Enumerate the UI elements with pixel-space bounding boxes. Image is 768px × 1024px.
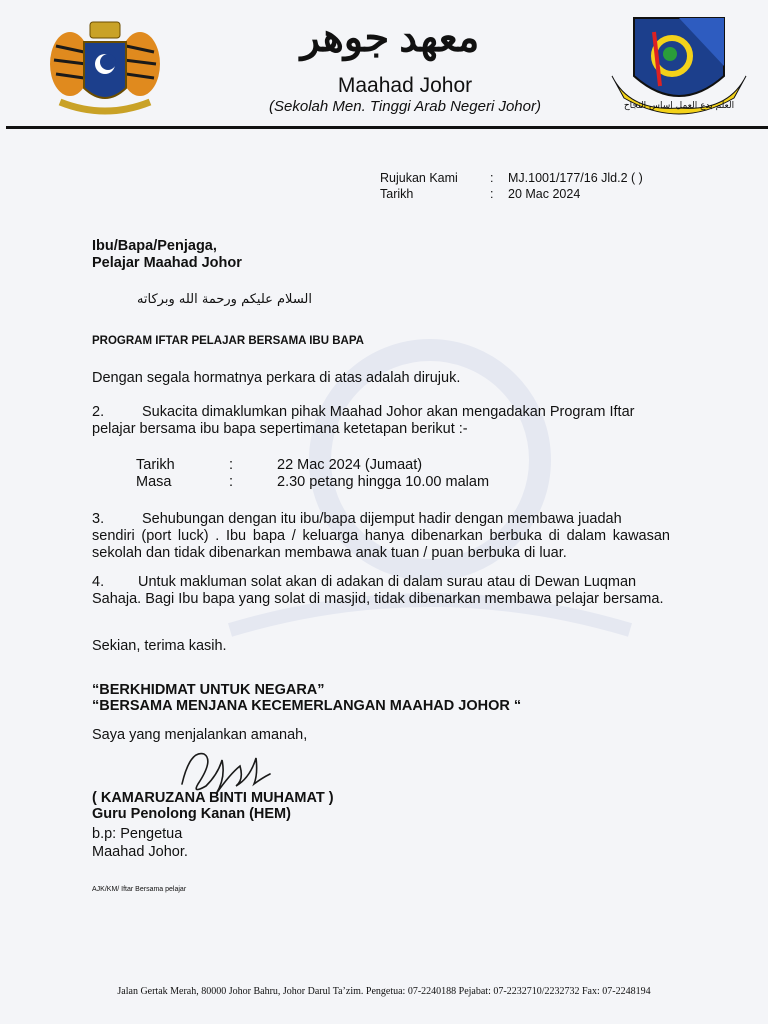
paragraph-number: 3. <box>92 511 105 527</box>
footer-address: Jalan Gertak Merah, 80000 Johor Bahru, Johor Darul Ta’zim. Pengetua: 07-2240188 Pejabat: 07-2232710/2232732 Fax: 07-2248194 <box>117 986 651 997</box>
paragraph-text: Sahaja. Bagi Ibu bapa yang solat di masjid, tidak dibenarkan membawa pelajar bersama. <box>92 591 664 607</box>
closing-line: Sekian, terima kasih. <box>92 638 227 654</box>
motto-line-2: “BERSAMA MENJANA KECEMERLANGAN MAAHAD JOHOR “ <box>92 698 522 714</box>
recipient-line-1: Ibu/Bapa/Penjaga, <box>92 238 217 254</box>
file-reference: AJK/KM/ Iftar Bersama pelajar <box>92 886 187 893</box>
crest-motto-text: العلم بدع العمل اساس النجاح <box>623 101 735 111</box>
recipient-line-2: Pelajar Maahad Johor <box>92 255 242 271</box>
islamic-greeting: السلام عليكم ورحمة الله وبركاته <box>136 292 312 307</box>
paragraph-text: pelajar bersama ibu bapa sepertimana ketetapan berikut :- <box>92 421 468 437</box>
schedule-row <box>136 474 489 491</box>
signatory-title: Guru Penolong Kanan (HEM) <box>92 806 291 822</box>
watermark-emblem <box>90 300 690 720</box>
paragraph-2 <box>92 404 670 438</box>
schedule-value: 22 Mac 2024 (Jumaat) <box>277 457 423 473</box>
signatory-name: ( KAMARUZANA BINTI MUHAMAT ) <box>92 790 334 806</box>
schedule-table <box>136 457 489 491</box>
johor-state-crest <box>40 16 170 126</box>
ref-label: Rujukan Kami <box>380 171 458 185</box>
reference-row <box>380 170 643 186</box>
paragraph-3 <box>92 511 670 562</box>
paragraph-text: Sehubungan dengan itu ibu/bapa dijemput hadir dengan membawa juadah <box>142 511 622 527</box>
date-row <box>380 186 643 202</box>
motto-line-1: “BERKHIDMAT UNTUK NEGARA” <box>92 682 325 698</box>
school-subtitle: (Sekolah Men. Tinggi Arab Negeri Johor) <box>269 98 541 115</box>
schedule-row <box>136 457 489 474</box>
schedule-separator: : <box>229 474 234 490</box>
ref-separator: : <box>490 171 494 185</box>
paragraph-text: sendiri (port luck) . Ibu bapa / keluarga hanya dibenarkan berbuka di dalam kawasan sekolah dan tidak dibenarkan membawa anak tuan / puan berbuka di luar. <box>92 528 670 561</box>
maahad-johor-crest <box>610 14 748 126</box>
paragraph-4 <box>92 574 670 608</box>
school-name: Maahad Johor <box>337 74 473 97</box>
schedule-separator: : <box>229 457 234 473</box>
signatory-bp: b.p: Pengetua <box>92 826 183 842</box>
date-value: 20 Mac 2024 <box>508 187 581 201</box>
arabic-school-name: معهد جوهر <box>300 15 480 60</box>
intro-paragraph: Dengan segala hormatnya perkara di atas adalah dirujuk. <box>92 370 461 386</box>
paragraph-number: 2. <box>92 404 105 420</box>
signatory-org: Maahad Johor. <box>92 844 188 860</box>
paragraph-number: 4. <box>92 574 105 590</box>
header-divider <box>6 126 768 129</box>
reference-block <box>380 170 643 202</box>
paragraph-text: Untuk makluman solat akan di adakan di dalam surau atau di Dewan Luqman <box>138 574 637 590</box>
date-separator: : <box>490 187 494 201</box>
schedule-value: 2.30 petang hingga 10.00 malam <box>277 474 490 490</box>
amanah-line: Saya yang menjalankan amanah, <box>92 727 308 743</box>
schedule-label: Masa <box>136 474 172 490</box>
paragraph-text: Sukacita dimaklumkan pihak Maahad Johor akan mengadakan Program Iftar <box>142 404 635 420</box>
ref-value: MJ.1001/177/16 Jld.2 ( ) <box>508 171 643 185</box>
date-label: Tarikh <box>380 187 414 201</box>
schedule-label: Tarikh <box>136 457 175 473</box>
letter-subject: PROGRAM IFTAR PELAJAR BERSAMA IBU BAPA <box>92 335 364 347</box>
